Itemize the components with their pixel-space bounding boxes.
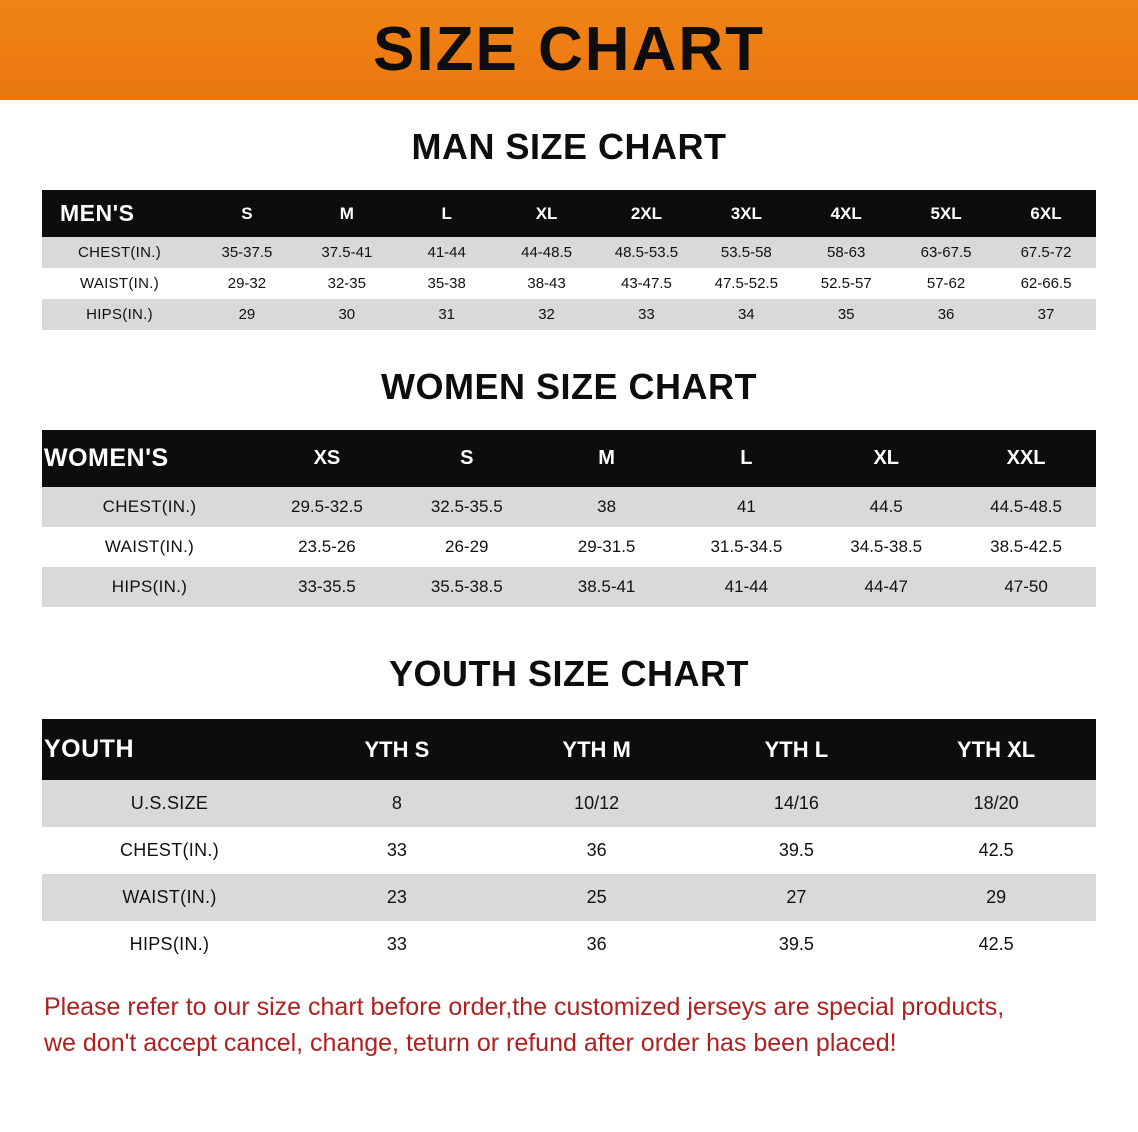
table-cell: 37.5-41 [297,237,397,268]
table-cell: 47-50 [956,567,1096,607]
table-cell: 38 [537,487,677,527]
youth-size-s: YTH S [297,719,497,780]
man-size-6xl: 6XL [996,190,1096,237]
youth-table-head [42,719,1096,780]
table-cell: 43-47.5 [597,268,697,299]
table-cell: 34.5-38.5 [816,527,956,567]
women-table-wrapper [42,430,1096,607]
table-cell: 63-67.5 [896,237,996,268]
table-cell: 33-35.5 [257,567,397,607]
youth-size-m: YTH M [497,719,697,780]
table-cell: 35-38 [397,268,497,299]
youth-table-wrapper [42,719,1096,968]
table-cell: 53.5-58 [696,237,796,268]
women-row-label-hips: HIPS(IN.) [42,567,257,607]
table-cell: 35 [796,299,896,330]
table-cell: 31 [397,299,497,330]
table-cell: 29 [896,874,1096,921]
table-cell: 41-44 [676,567,816,607]
man-row-label-waist: WAIST(IN.) [42,268,197,299]
man-size-4xl: 4XL [796,190,896,237]
table-cell: 41 [676,487,816,527]
man-row-label-hips: HIPS(IN.) [42,299,197,330]
table-cell: 29-31.5 [537,527,677,567]
man-table-head [42,190,1096,237]
table-cell: 35.5-38.5 [397,567,537,607]
table-cell: 26-29 [397,527,537,567]
page-banner [0,0,1138,100]
women-row-label-waist: WAIST(IN.) [42,527,257,567]
table-row [42,527,1096,567]
table-cell: 32 [497,299,597,330]
youth-size-xl: YTH XL [896,719,1096,780]
women-size-l: L [676,430,816,487]
table-cell: 29 [197,299,297,330]
table-cell: 38.5-41 [537,567,677,607]
man-table-wrapper [42,190,1096,330]
table-cell: 62-66.5 [996,268,1096,299]
table-cell: 44-47 [816,567,956,607]
man-size-table [42,190,1096,330]
policy-note-line-2: we don't accept cancel, change, teturn or refund after order has been placed! [44,1028,897,1057]
table-cell: 34 [696,299,796,330]
man-section-heading: MAN SIZE CHART [411,126,727,167]
youth-row-label-hips: HIPS(IN.) [42,921,297,968]
table-row [42,299,1096,330]
women-size-m: M [537,430,677,487]
man-size-5xl: 5XL [896,190,996,237]
table-row [42,487,1096,527]
table-cell: 57-62 [896,268,996,299]
women-size-table [42,430,1096,607]
table-cell: 47.5-52.5 [696,268,796,299]
table-header-row [42,190,1096,237]
table-cell: 23 [297,874,497,921]
table-cell: 33 [597,299,697,330]
page-title: SIZE CHART [373,15,765,84]
table-cell: 8 [297,780,497,827]
table-cell: 36 [497,827,697,874]
table-cell: 32.5-35.5 [397,487,537,527]
table-cell: 36 [896,299,996,330]
table-cell: 42.5 [896,921,1096,968]
women-table-body [42,487,1096,607]
table-row [42,874,1096,921]
youth-size-l: YTH L [697,719,897,780]
policy-note [44,990,1094,1061]
man-size-m: M [297,190,397,237]
table-cell: 52.5-57 [796,268,896,299]
man-header-label: MEN'S [42,190,197,237]
table-cell: 38-43 [497,268,597,299]
youth-row-label-waist: WAIST(IN.) [42,874,297,921]
table-cell: 42.5 [896,827,1096,874]
table-header-row [42,719,1096,780]
women-size-xs: XS [257,430,397,487]
women-size-s: S [397,430,537,487]
youth-row-label-ussize: U.S.SIZE [42,780,297,827]
table-row [42,567,1096,607]
table-row [42,237,1096,268]
table-cell: 44.5-48.5 [956,487,1096,527]
policy-note-line-1: Please refer to our size chart before order,the customized jerseys are special products, [44,993,1005,1021]
table-row [42,780,1096,827]
table-header-row [42,430,1096,487]
man-size-3xl: 3XL [696,190,796,237]
youth-size-table [42,719,1096,968]
youth-header-label: YOUTH [42,719,297,780]
women-table-head [42,430,1096,487]
women-header-label: WOMEN'S [42,430,257,487]
man-table-body [42,237,1096,330]
table-cell: 58-63 [796,237,896,268]
table-cell: 39.5 [697,827,897,874]
table-cell: 27 [697,874,897,921]
table-row [42,268,1096,299]
table-cell: 48.5-53.5 [597,237,697,268]
table-cell: 39.5 [697,921,897,968]
table-cell: 29-32 [197,268,297,299]
man-size-2xl: 2XL [597,190,697,237]
man-size-xl: XL [497,190,597,237]
man-row-label-chest: CHEST(IN.) [42,237,197,268]
youth-table-body [42,780,1096,968]
table-cell: 30 [297,299,397,330]
table-row [42,827,1096,874]
youth-section-heading: YOUTH SIZE CHART [388,653,749,694]
table-cell: 44.5 [816,487,956,527]
table-cell: 33 [297,827,497,874]
table-cell: 18/20 [896,780,1096,827]
women-size-xl: XL [816,430,956,487]
women-section-heading: WOMEN SIZE CHART [381,366,757,407]
man-size-l: L [397,190,497,237]
table-cell: 10/12 [497,780,697,827]
table-cell: 38.5-42.5 [956,527,1096,567]
table-cell: 36 [497,921,697,968]
women-row-label-chest: CHEST(IN.) [42,487,257,527]
man-size-s: S [197,190,297,237]
table-cell: 37 [996,299,1096,330]
table-cell: 41-44 [397,237,497,268]
table-cell: 32-35 [297,268,397,299]
table-cell: 14/16 [697,780,897,827]
table-cell: 67.5-72 [996,237,1096,268]
table-cell: 29.5-32.5 [257,487,397,527]
table-row [42,921,1096,968]
table-cell: 25 [497,874,697,921]
women-size-xxl: XXL [956,430,1096,487]
table-cell: 23.5-26 [257,527,397,567]
table-cell: 35-37.5 [197,237,297,268]
table-cell: 44-48.5 [497,237,597,268]
table-cell: 33 [297,921,497,968]
table-cell: 31.5-34.5 [676,527,816,567]
youth-row-label-chest: CHEST(IN.) [42,827,297,874]
